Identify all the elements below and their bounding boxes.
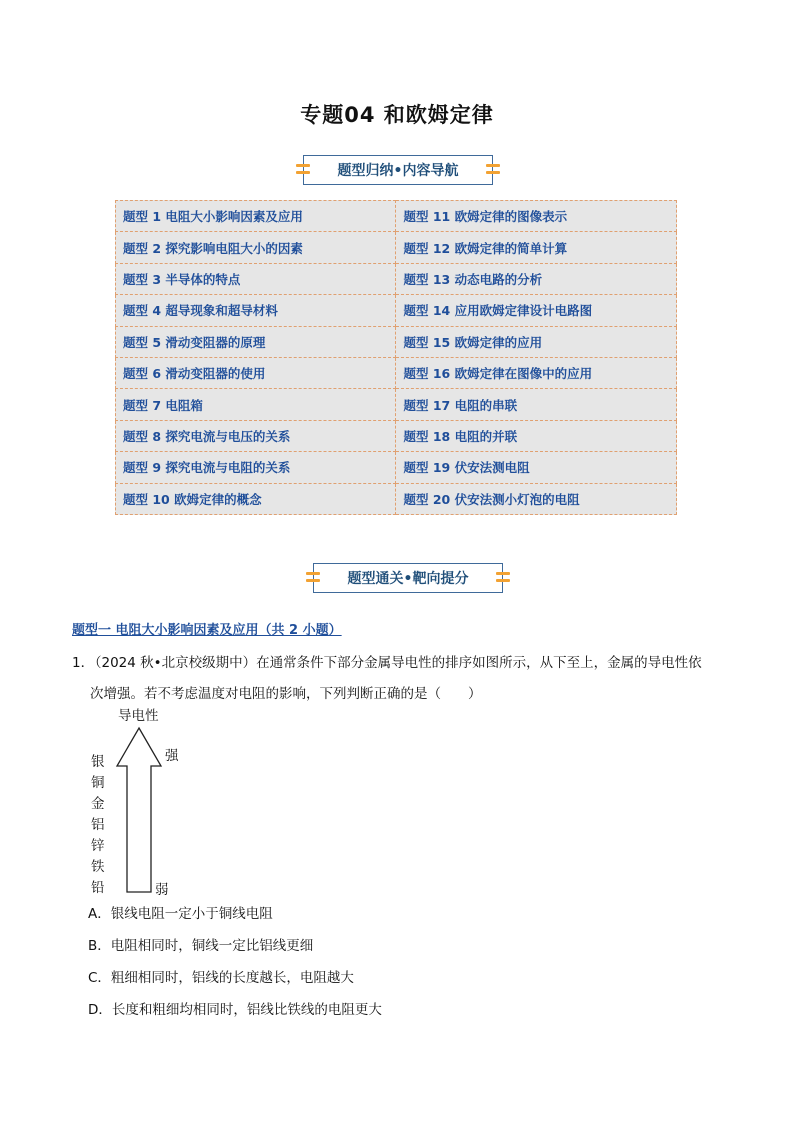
nav-row [116,389,677,420]
nav-topic-item[interactable]: 题型 15 欧姆定律的应用 [396,326,677,357]
metal-item: 银 [91,754,105,770]
page-title: 专题04 和欧姆定律 [300,103,494,127]
topic-navigation-table [115,200,677,515]
figure-weak-label: 弱 [155,882,169,898]
nav-topic-item[interactable]: 题型 10 欧姆定律的概念 [116,483,396,514]
nav-row [116,201,677,232]
nav-topic-item[interactable]: 题型 3 半导体的特点 [116,263,396,294]
nav-topic-item[interactable]: 题型 11 欧姆定律的图像表示 [396,201,677,232]
metal-list [91,752,105,899]
option-c[interactable]: C．粗细相同时，铝线的长度越长，电阻越大 [88,970,354,986]
nav-topic-item[interactable]: 题型 14 应用欧姆定律设计电路图 [396,295,677,326]
nav-topic-item[interactable]: 题型 8 探究电流与电压的关系 [116,420,396,451]
nav-topic-item[interactable]: 题型 20 伏安法测小灯泡的电阻 [396,483,677,514]
nav-row [116,483,677,514]
banner-decoration-icon [296,164,310,176]
nav-topic-item[interactable]: 题型 4 超导现象和超导材料 [116,295,396,326]
nav-topic-item[interactable]: 题型 9 探究电流与电阻的关系 [116,452,396,483]
nav-topic-item[interactable]: 题型 13 动态电路的分析 [396,263,677,294]
nav-topic-item[interactable]: 题型 12 欧姆定律的简单计算 [396,232,677,263]
metal-item: 锌 [91,838,105,854]
banner-decoration-icon [306,572,320,584]
content-nav-banner [303,155,493,185]
section-heading: 题型一 电阻大小影响因素及应用（共 2 小题） [72,623,342,638]
nav-topic-item[interactable]: 题型 1 电阻大小影响因素及应用 [116,201,396,232]
nav-topic-item[interactable]: 题型 7 电阻箱 [116,389,396,420]
option-a[interactable]: A．银线电阻一定小于铜线电阻 [88,906,273,922]
figure-strong-label: 强 [165,748,179,764]
question-1 [72,648,732,710]
metal-item: 铅 [91,880,105,896]
nav-row [116,420,677,451]
metal-item: 铁 [91,859,105,875]
nav-topic-item[interactable]: 题型 5 滑动变阻器的原理 [116,326,396,357]
figure-top-label: 导电性 [118,708,159,724]
nav-row [116,452,677,483]
nav-topic-item[interactable]: 题型 19 伏安法测电阻 [396,452,677,483]
nav-row [116,295,677,326]
question-number: 1． [72,655,95,671]
nav-topic-item[interactable]: 题型 18 电阻的并联 [396,420,677,451]
practice-banner [313,563,503,593]
metal-item: 铝 [91,817,105,833]
nav-row [116,232,677,263]
nav-topic-item[interactable]: 题型 2 探究影响电阻大小的因素 [116,232,396,263]
metal-item: 铜 [91,775,105,791]
question-stem-line2: 次增强。若不考虑温度对电阻的影响，下列判断正确的是（ ） [90,686,482,702]
nav-topic-item[interactable]: 题型 16 欧姆定律在图像中的应用 [396,357,677,388]
banner-label: 题型通关•靶向提分 [347,571,469,587]
metal-item: 金 [91,796,105,812]
banner-decoration-icon [486,164,500,176]
question-stem-line1: （2024 秋•北京校级期中）在通常条件下部分金属导电性的排序如图所示，从下至上，金属的导电性依 [88,655,702,671]
nav-row [116,357,677,388]
banner-label: 题型归纳•内容导航 [337,163,459,179]
answer-options [88,902,382,1030]
nav-row [116,326,677,357]
banner-decoration-icon [496,572,510,584]
nav-topic-item[interactable]: 题型 17 电阻的串联 [396,389,677,420]
option-d[interactable]: D．长度和粗细均相同时，铝线比铁线的电阻更大 [88,1002,382,1018]
option-b[interactable]: B．电阻相同时，铜线一定比铝线更细 [88,938,314,954]
nav-topic-item[interactable]: 题型 6 滑动变阻器的使用 [116,357,396,388]
conductivity-figure [88,704,198,899]
nav-row [116,263,677,294]
up-arrow-icon [114,726,164,896]
